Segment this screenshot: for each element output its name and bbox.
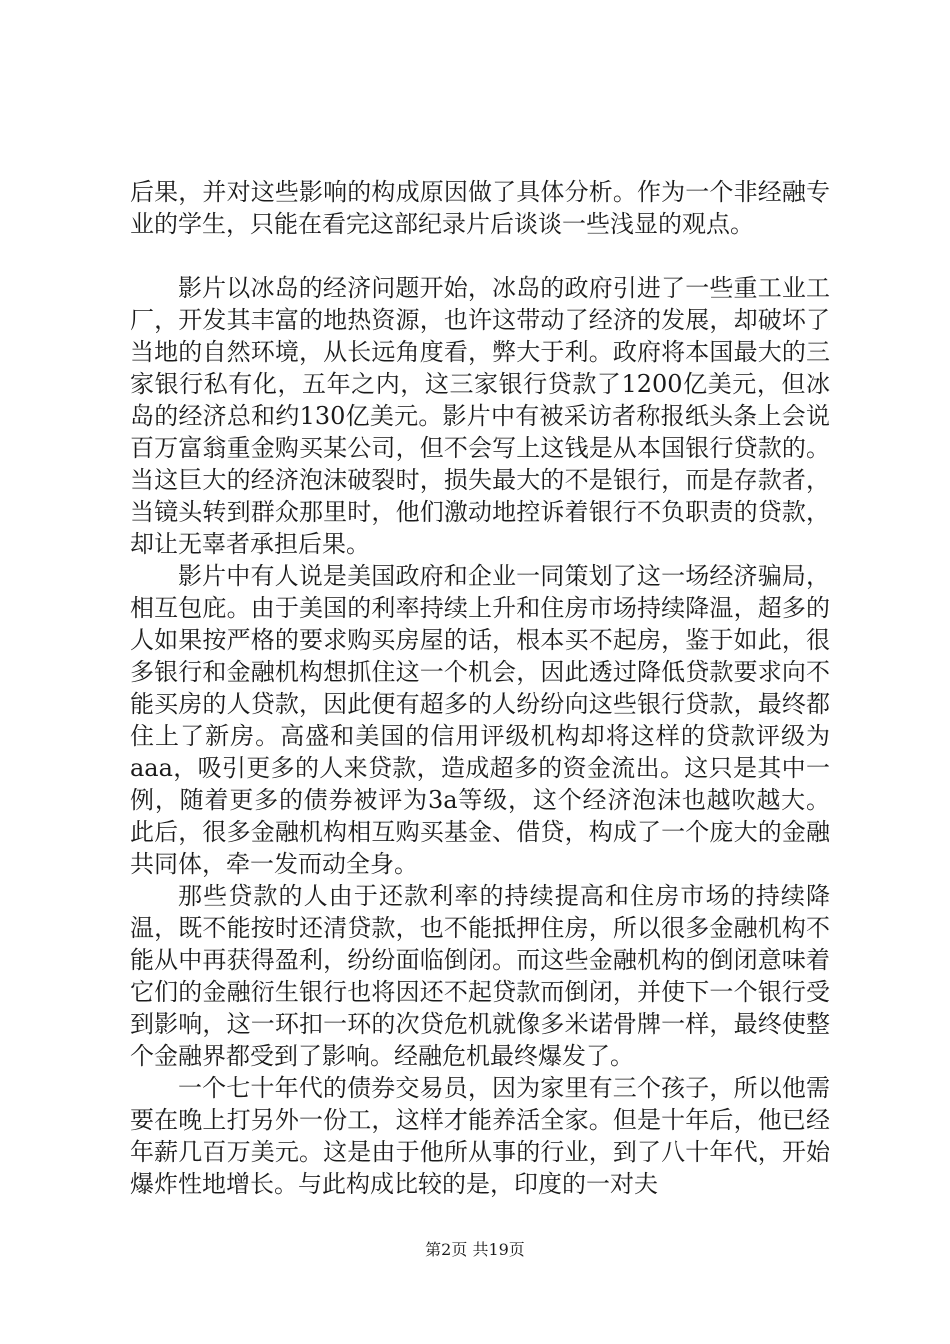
paragraph-3: 影片中有人说是美国政府和企业一同策划了这一场经济骗局，相互包庇。由于美国的利率持续上升和住房市场持续降温，超多的人如果按严格的要求购买房屋的话，根本买不起房，鉴于如此，很多银行和金融机构想抓住这一个机会，因此透过降低贷款要求向不能买房的人贷款，因此便有超多的人纷纷向这些银行贷款，最终都住上了新房。高盛和美国的信用评级机构却将这样的贷款评级为aaa，吸引更多的人来贷款，造成超多的资金流出。这只是其中一例，随着更多的债券被评为3a等级，这个经济泡沫也越吹越大。此后，很多金融机构相互购买基金、借贷，构成了一个庞大的金融共同体，牵一发而动全身。 xyxy=(130,562,830,878)
paragraph-4: 那些贷款的人由于还款利率的持续提高和住房市场的持续降温，既不能按时还清贷款，也不能抵押住房，所以很多金融机构不能从中再获得盈利，纷纷面临倒闭。而这些金融机构的倒闭意味着它们的金融衍生银行也将因还不起贷款而倒闭，并使下一个银行受到影响，这一环扣一环的次贷危机就像多米诺骨牌一样，最终使整个金融界都受到了影响。经融危机最终爆发了。 xyxy=(130,882,830,1070)
page-number-footer: 第2页 共19页 xyxy=(425,1240,525,1259)
body-text xyxy=(130,176,830,1200)
paragraph-1: 后果，并对这些影响的构成原因做了具体分析。作为一个非经融专业的学生，只能在看完这部纪录片后谈谈一些浅显的观点。 xyxy=(130,178,830,238)
paragraph-5: 一个七十年代的债券交易员，因为家里有三个孩子，所以他需要在晚上打另外一份工，这样才能养活全家。但是十年后，他已经年薪几百万美元。这是由于他所从事的行业，到了八十年代，开始爆炸性地增长。与此构成比较的是，印度的一对夫 xyxy=(130,1074,830,1198)
paragraph-2: 影片以冰岛的经济问题开始，冰岛的政府引进了一些重工业工厂，开发其丰富的地热资源，也许这带动了经济的发展，却破坏了当地的自然环境，从长远角度看，弊大于利。政府将本国最大的三家银行私有化，五年之内，这三家银行贷款了1200亿美元，但冰岛的经济总和约130亿美元。影片中有被采访者称报纸头条上会说百万富翁重金购买某公司，但不会写上这钱是从本国银行贷款的。当这巨大的经济泡沫破裂时，损失最大的不是银行，而是存款者，当镜头转到群众那里时，他们激动地控诉着银行不负职责的贷款，却让无辜者承担后果。 xyxy=(130,274,830,558)
